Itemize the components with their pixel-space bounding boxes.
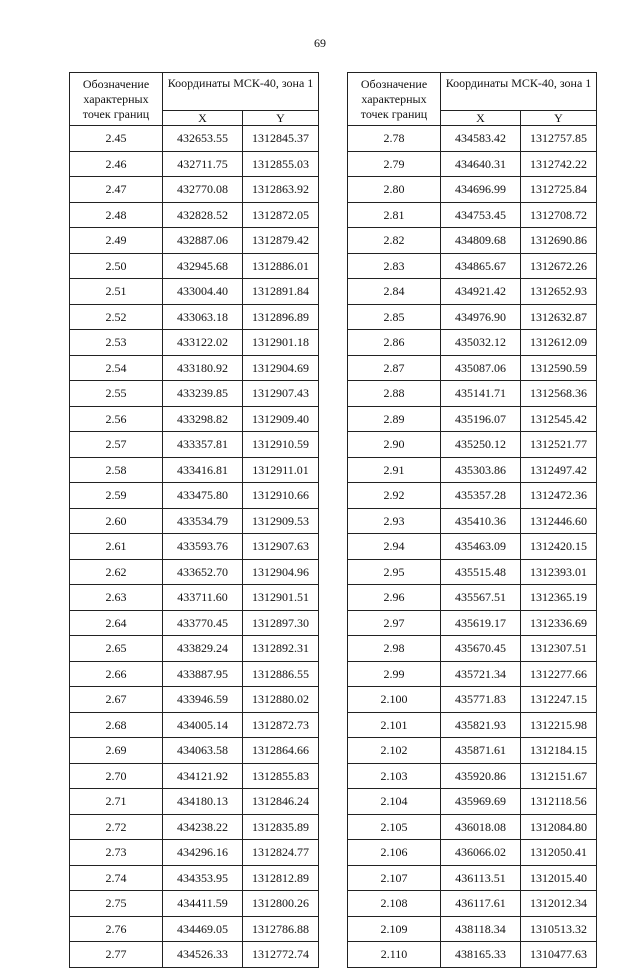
y-coordinate-cell: 1312897.30 <box>243 610 319 636</box>
y-coordinate-cell: 1312521.77 <box>521 432 597 458</box>
point-id-cell: 2.74 <box>70 865 163 891</box>
x-coordinate-cell: 434976.90 <box>441 304 521 330</box>
y-coordinate-cell: 1312612.09 <box>521 330 597 356</box>
y-coordinate-cell: 1312886.55 <box>243 661 319 687</box>
point-id-cell: 2.57 <box>70 432 163 458</box>
table-row <box>348 814 597 840</box>
x-coordinate-cell: 435567.51 <box>441 585 521 611</box>
point-id-cell: 2.102 <box>348 738 441 764</box>
y-coordinate-cell: 1312800.26 <box>243 891 319 917</box>
point-id-cell: 2.49 <box>70 228 163 254</box>
y-coordinate-cell: 1312742.22 <box>521 151 597 177</box>
point-id-cell: 2.47 <box>70 177 163 203</box>
x-coordinate-cell: 433298.82 <box>163 406 243 432</box>
y-coordinate-cell: 1312446.60 <box>521 508 597 534</box>
point-id-cell: 2.51 <box>70 279 163 305</box>
y-coordinate-cell: 1312084.80 <box>521 814 597 840</box>
table-row <box>348 253 597 279</box>
point-id-cell: 2.85 <box>348 304 441 330</box>
table-row <box>70 865 319 891</box>
point-id-cell: 2.87 <box>348 355 441 381</box>
table-row <box>348 840 597 866</box>
y-coordinate-cell: 1312911.01 <box>243 457 319 483</box>
point-id-cell: 2.71 <box>70 789 163 815</box>
table-row <box>348 457 597 483</box>
table-row <box>348 687 597 713</box>
point-id-cell: 2.77 <box>70 942 163 968</box>
table-row <box>348 151 597 177</box>
point-id-cell: 2.104 <box>348 789 441 815</box>
table-row <box>348 381 597 407</box>
table-row <box>348 738 597 764</box>
x-coordinate-cell: 432828.52 <box>163 202 243 228</box>
x-coordinate-cell: 434640.31 <box>441 151 521 177</box>
table-row <box>70 126 319 152</box>
table-row <box>348 279 597 305</box>
table-row <box>348 661 597 687</box>
point-id-cell: 2.109 <box>348 916 441 942</box>
x-coordinate-cell: 433652.70 <box>163 559 243 585</box>
y-coordinate-cell: 1312845.37 <box>243 126 319 152</box>
point-id-cell: 2.53 <box>70 330 163 356</box>
point-id-cell: 2.82 <box>348 228 441 254</box>
x-coordinate-cell: 434921.42 <box>441 279 521 305</box>
point-id-cell: 2.59 <box>70 483 163 509</box>
table-row <box>70 253 319 279</box>
y-coordinate-cell: 1312824.77 <box>243 840 319 866</box>
x-coordinate-cell: 435920.86 <box>441 763 521 789</box>
y-coordinate-cell: 1312907.63 <box>243 534 319 560</box>
point-id-cell: 2.66 <box>70 661 163 687</box>
coordinates-header: Координаты МСК-40, зона 1 <box>441 73 597 111</box>
x-coordinate-cell: 433593.76 <box>163 534 243 560</box>
table-row <box>348 916 597 942</box>
y-coordinate-cell: 1312812.89 <box>243 865 319 891</box>
point-id-cell: 2.98 <box>348 636 441 662</box>
y-coordinate-cell: 1312708.72 <box>521 202 597 228</box>
x-coordinate-cell: 434121.92 <box>163 763 243 789</box>
point-id-cell: 2.65 <box>70 636 163 662</box>
y-coordinate-cell: 1312907.43 <box>243 381 319 407</box>
table-row <box>348 126 597 152</box>
point-id-cell: 2.61 <box>70 534 163 560</box>
table-row <box>70 406 319 432</box>
y-coordinate-cell: 1312336.69 <box>521 610 597 636</box>
y-coordinate-cell: 1312118.56 <box>521 789 597 815</box>
y-coordinate-cell: 1312863.92 <box>243 177 319 203</box>
table-row <box>70 355 319 381</box>
x-coordinate-cell: 435721.34 <box>441 661 521 687</box>
y-coordinate-cell: 1312632.87 <box>521 304 597 330</box>
x-coordinate-cell: 433534.79 <box>163 508 243 534</box>
y-coordinate-cell: 1312215.98 <box>521 712 597 738</box>
y-coordinate-cell: 1312835.89 <box>243 814 319 840</box>
y-coordinate-cell: 1312365.19 <box>521 585 597 611</box>
table-row <box>70 330 319 356</box>
point-id-cell: 2.91 <box>348 457 441 483</box>
point-id-cell: 2.68 <box>70 712 163 738</box>
table-row <box>70 228 319 254</box>
x-coordinate-cell: 434296.16 <box>163 840 243 866</box>
x-coordinate-cell: 435087.06 <box>441 355 521 381</box>
table-row <box>70 840 319 866</box>
x-coordinate-cell: 435821.93 <box>441 712 521 738</box>
y-coordinate-cell: 1312050.41 <box>521 840 597 866</box>
x-coordinate-cell: 435141.71 <box>441 381 521 407</box>
table-row <box>348 789 597 815</box>
table-row <box>348 508 597 534</box>
point-id-cell: 2.110 <box>348 942 441 968</box>
y-column-header: Y <box>243 111 319 126</box>
x-coordinate-cell: 435515.48 <box>441 559 521 585</box>
x-coordinate-cell: 433711.60 <box>163 585 243 611</box>
table-row <box>70 636 319 662</box>
point-id-cell: 2.75 <box>70 891 163 917</box>
table-row <box>70 559 319 585</box>
table-row <box>348 406 597 432</box>
x-coordinate-cell: 436018.08 <box>441 814 521 840</box>
x-coordinate-cell: 434005.14 <box>163 712 243 738</box>
point-id-cell: 2.86 <box>348 330 441 356</box>
table-row <box>70 177 319 203</box>
x-coordinate-cell: 435969.69 <box>441 789 521 815</box>
y-coordinate-cell: 1312786.88 <box>243 916 319 942</box>
table-row <box>70 738 319 764</box>
point-id-cell: 2.103 <box>348 763 441 789</box>
point-id-cell: 2.64 <box>70 610 163 636</box>
point-id-cell: 2.50 <box>70 253 163 279</box>
point-id-cell: 2.100 <box>348 687 441 713</box>
x-coordinate-cell: 435196.07 <box>441 406 521 432</box>
table-row <box>348 865 597 891</box>
table-row <box>70 279 319 305</box>
x-coordinate-cell: 434469.05 <box>163 916 243 942</box>
point-id-cell: 2.80 <box>348 177 441 203</box>
point-id-cell: 2.67 <box>70 687 163 713</box>
x-coordinate-cell: 434180.13 <box>163 789 243 815</box>
y-coordinate-cell: 1312015.40 <box>521 865 597 891</box>
y-coordinate-cell: 1312891.84 <box>243 279 319 305</box>
table-row <box>348 304 597 330</box>
table-row <box>70 687 319 713</box>
y-coordinate-cell: 1312652.93 <box>521 279 597 305</box>
y-coordinate-cell: 1312277.66 <box>521 661 597 687</box>
x-coordinate-cell: 435619.17 <box>441 610 521 636</box>
x-coordinate-cell: 433475.80 <box>163 483 243 509</box>
x-coordinate-cell: 434353.95 <box>163 865 243 891</box>
table-row <box>70 789 319 815</box>
table-row <box>70 381 319 407</box>
y-coordinate-cell: 1310477.63 <box>521 942 597 968</box>
point-id-cell: 2.72 <box>70 814 163 840</box>
y-coordinate-cell: 1312757.85 <box>521 126 597 152</box>
y-coordinate-cell: 1312872.05 <box>243 202 319 228</box>
y-coordinate-cell: 1312472.36 <box>521 483 597 509</box>
point-id-cell: 2.79 <box>348 151 441 177</box>
x-coordinate-cell: 433239.85 <box>163 381 243 407</box>
table-row <box>348 712 597 738</box>
y-coordinate-cell: 1312307.51 <box>521 636 597 662</box>
point-id-cell: 2.108 <box>348 891 441 917</box>
x-column-header: X <box>163 111 243 126</box>
y-coordinate-cell: 1312393.01 <box>521 559 597 585</box>
point-id-cell: 2.45 <box>70 126 163 152</box>
point-id-cell: 2.107 <box>348 865 441 891</box>
point-id-cell: 2.92 <box>348 483 441 509</box>
x-coordinate-cell: 435771.83 <box>441 687 521 713</box>
y-coordinate-cell: 1312872.73 <box>243 712 319 738</box>
y-coordinate-cell: 1312690.86 <box>521 228 597 254</box>
y-coordinate-cell: 1312725.84 <box>521 177 597 203</box>
x-coordinate-cell: 433180.92 <box>163 355 243 381</box>
x-coordinate-cell: 435032.12 <box>441 330 521 356</box>
x-coordinate-cell: 433946.59 <box>163 687 243 713</box>
table-row <box>70 942 319 968</box>
table-row <box>348 891 597 917</box>
point-id-cell: 2.96 <box>348 585 441 611</box>
y-coordinate-cell: 1310513.32 <box>521 916 597 942</box>
y-coordinate-cell: 1312545.42 <box>521 406 597 432</box>
point-id-cell: 2.106 <box>348 840 441 866</box>
point-designation-header: Обозначение характерных точек границ <box>70 73 163 126</box>
y-coordinate-cell: 1312846.24 <box>243 789 319 815</box>
point-id-cell: 2.105 <box>348 814 441 840</box>
table-row <box>70 916 319 942</box>
table-row <box>70 151 319 177</box>
point-id-cell: 2.73 <box>70 840 163 866</box>
table-row <box>348 942 597 968</box>
point-id-cell: 2.89 <box>348 406 441 432</box>
y-coordinate-cell: 1312910.59 <box>243 432 319 458</box>
point-id-cell: 2.48 <box>70 202 163 228</box>
y-coordinate-cell: 1312772.74 <box>243 942 319 968</box>
x-coordinate-cell: 433357.81 <box>163 432 243 458</box>
y-coordinate-cell: 1312012.34 <box>521 891 597 917</box>
x-coordinate-cell: 433416.81 <box>163 457 243 483</box>
coordinates-table-left <box>69 72 319 968</box>
table-row <box>348 202 597 228</box>
x-coordinate-cell: 433063.18 <box>163 304 243 330</box>
y-coordinate-cell: 1312904.69 <box>243 355 319 381</box>
point-id-cell: 2.83 <box>348 253 441 279</box>
point-id-cell: 2.88 <box>348 381 441 407</box>
point-id-cell: 2.78 <box>348 126 441 152</box>
table-row <box>70 585 319 611</box>
x-coordinate-cell: 436113.51 <box>441 865 521 891</box>
table-row <box>70 814 319 840</box>
coordinates-header: Координаты МСК-40, зона 1 <box>163 73 319 111</box>
point-id-cell: 2.55 <box>70 381 163 407</box>
y-coordinate-cell: 1312909.53 <box>243 508 319 534</box>
x-coordinate-cell: 433829.24 <box>163 636 243 662</box>
point-id-cell: 2.52 <box>70 304 163 330</box>
y-coordinate-cell: 1312910.66 <box>243 483 319 509</box>
point-id-cell: 2.101 <box>348 712 441 738</box>
x-coordinate-cell: 432653.55 <box>163 126 243 152</box>
x-coordinate-cell: 432945.68 <box>163 253 243 279</box>
x-coordinate-cell: 436117.61 <box>441 891 521 917</box>
table-row <box>70 534 319 560</box>
point-id-cell: 2.46 <box>70 151 163 177</box>
x-coordinate-cell: 435410.36 <box>441 508 521 534</box>
point-id-cell: 2.95 <box>348 559 441 585</box>
y-coordinate-cell: 1312420.15 <box>521 534 597 560</box>
y-coordinate-cell: 1312184.15 <box>521 738 597 764</box>
y-column-header: Y <box>521 111 597 126</box>
x-coordinate-cell: 434526.33 <box>163 942 243 968</box>
table-row <box>348 177 597 203</box>
x-coordinate-cell: 435303.86 <box>441 457 521 483</box>
y-coordinate-cell: 1312864.66 <box>243 738 319 764</box>
x-coordinate-cell: 436066.02 <box>441 840 521 866</box>
point-id-cell: 2.93 <box>348 508 441 534</box>
x-coordinate-cell: 434753.45 <box>441 202 521 228</box>
point-id-cell: 2.60 <box>70 508 163 534</box>
table-row <box>70 202 319 228</box>
point-id-cell: 2.99 <box>348 661 441 687</box>
point-id-cell: 2.69 <box>70 738 163 764</box>
table-row <box>70 508 319 534</box>
y-coordinate-cell: 1312672.26 <box>521 253 597 279</box>
table-row <box>70 457 319 483</box>
table-row <box>348 330 597 356</box>
table-row <box>70 763 319 789</box>
y-coordinate-cell: 1312879.42 <box>243 228 319 254</box>
table-row <box>348 432 597 458</box>
y-coordinate-cell: 1312896.89 <box>243 304 319 330</box>
point-id-cell: 2.81 <box>348 202 441 228</box>
y-coordinate-cell: 1312247.15 <box>521 687 597 713</box>
x-coordinate-cell: 435670.45 <box>441 636 521 662</box>
table-row <box>348 636 597 662</box>
x-coordinate-cell: 435871.61 <box>441 738 521 764</box>
x-coordinate-cell: 432711.75 <box>163 151 243 177</box>
point-id-cell: 2.54 <box>70 355 163 381</box>
y-coordinate-cell: 1312880.02 <box>243 687 319 713</box>
table-row <box>348 534 597 560</box>
point-id-cell: 2.62 <box>70 559 163 585</box>
table-row <box>70 712 319 738</box>
y-coordinate-cell: 1312590.59 <box>521 355 597 381</box>
table-row <box>348 763 597 789</box>
table-row <box>348 483 597 509</box>
x-coordinate-cell: 434063.58 <box>163 738 243 764</box>
x-coordinate-cell: 432770.08 <box>163 177 243 203</box>
y-coordinate-cell: 1312886.01 <box>243 253 319 279</box>
table-row <box>70 610 319 636</box>
x-coordinate-cell: 434411.59 <box>163 891 243 917</box>
point-id-cell: 2.76 <box>70 916 163 942</box>
y-coordinate-cell: 1312901.51 <box>243 585 319 611</box>
table-row <box>70 432 319 458</box>
table-row <box>348 559 597 585</box>
y-coordinate-cell: 1312855.03 <box>243 151 319 177</box>
x-column-header: X <box>441 111 521 126</box>
point-id-cell: 2.56 <box>70 406 163 432</box>
point-id-cell: 2.84 <box>348 279 441 305</box>
point-designation-header: Обозначение характерных точек границ <box>348 73 441 126</box>
x-coordinate-cell: 434238.22 <box>163 814 243 840</box>
y-coordinate-cell: 1312909.40 <box>243 406 319 432</box>
page-number: 69 <box>314 36 326 50</box>
x-coordinate-cell: 434696.99 <box>441 177 521 203</box>
y-coordinate-cell: 1312568.36 <box>521 381 597 407</box>
x-coordinate-cell: 433887.95 <box>163 661 243 687</box>
table-row <box>348 610 597 636</box>
x-coordinate-cell: 438118.34 <box>441 916 521 942</box>
x-coordinate-cell: 438165.33 <box>441 942 521 968</box>
x-coordinate-cell: 435463.09 <box>441 534 521 560</box>
y-coordinate-cell: 1312855.83 <box>243 763 319 789</box>
table-row <box>348 585 597 611</box>
point-id-cell: 2.94 <box>348 534 441 560</box>
x-coordinate-cell: 433770.45 <box>163 610 243 636</box>
x-coordinate-cell: 435357.28 <box>441 483 521 509</box>
point-id-cell: 2.63 <box>70 585 163 611</box>
y-coordinate-cell: 1312901.18 <box>243 330 319 356</box>
x-coordinate-cell: 433004.40 <box>163 279 243 305</box>
y-coordinate-cell: 1312904.96 <box>243 559 319 585</box>
x-coordinate-cell: 432887.06 <box>163 228 243 254</box>
x-coordinate-cell: 435250.12 <box>441 432 521 458</box>
table-row <box>70 483 319 509</box>
table-row <box>70 304 319 330</box>
y-coordinate-cell: 1312892.31 <box>243 636 319 662</box>
y-coordinate-cell: 1312497.42 <box>521 457 597 483</box>
x-coordinate-cell: 433122.02 <box>163 330 243 356</box>
point-id-cell: 2.70 <box>70 763 163 789</box>
y-coordinate-cell: 1312151.67 <box>521 763 597 789</box>
x-coordinate-cell: 434865.67 <box>441 253 521 279</box>
x-coordinate-cell: 434809.68 <box>441 228 521 254</box>
point-id-cell: 2.58 <box>70 457 163 483</box>
table-row <box>348 355 597 381</box>
table-row <box>70 661 319 687</box>
x-coordinate-cell: 434583.42 <box>441 126 521 152</box>
coordinates-table-right <box>347 72 597 968</box>
point-id-cell: 2.97 <box>348 610 441 636</box>
table-row <box>348 228 597 254</box>
point-id-cell: 2.90 <box>348 432 441 458</box>
table-row <box>70 891 319 917</box>
